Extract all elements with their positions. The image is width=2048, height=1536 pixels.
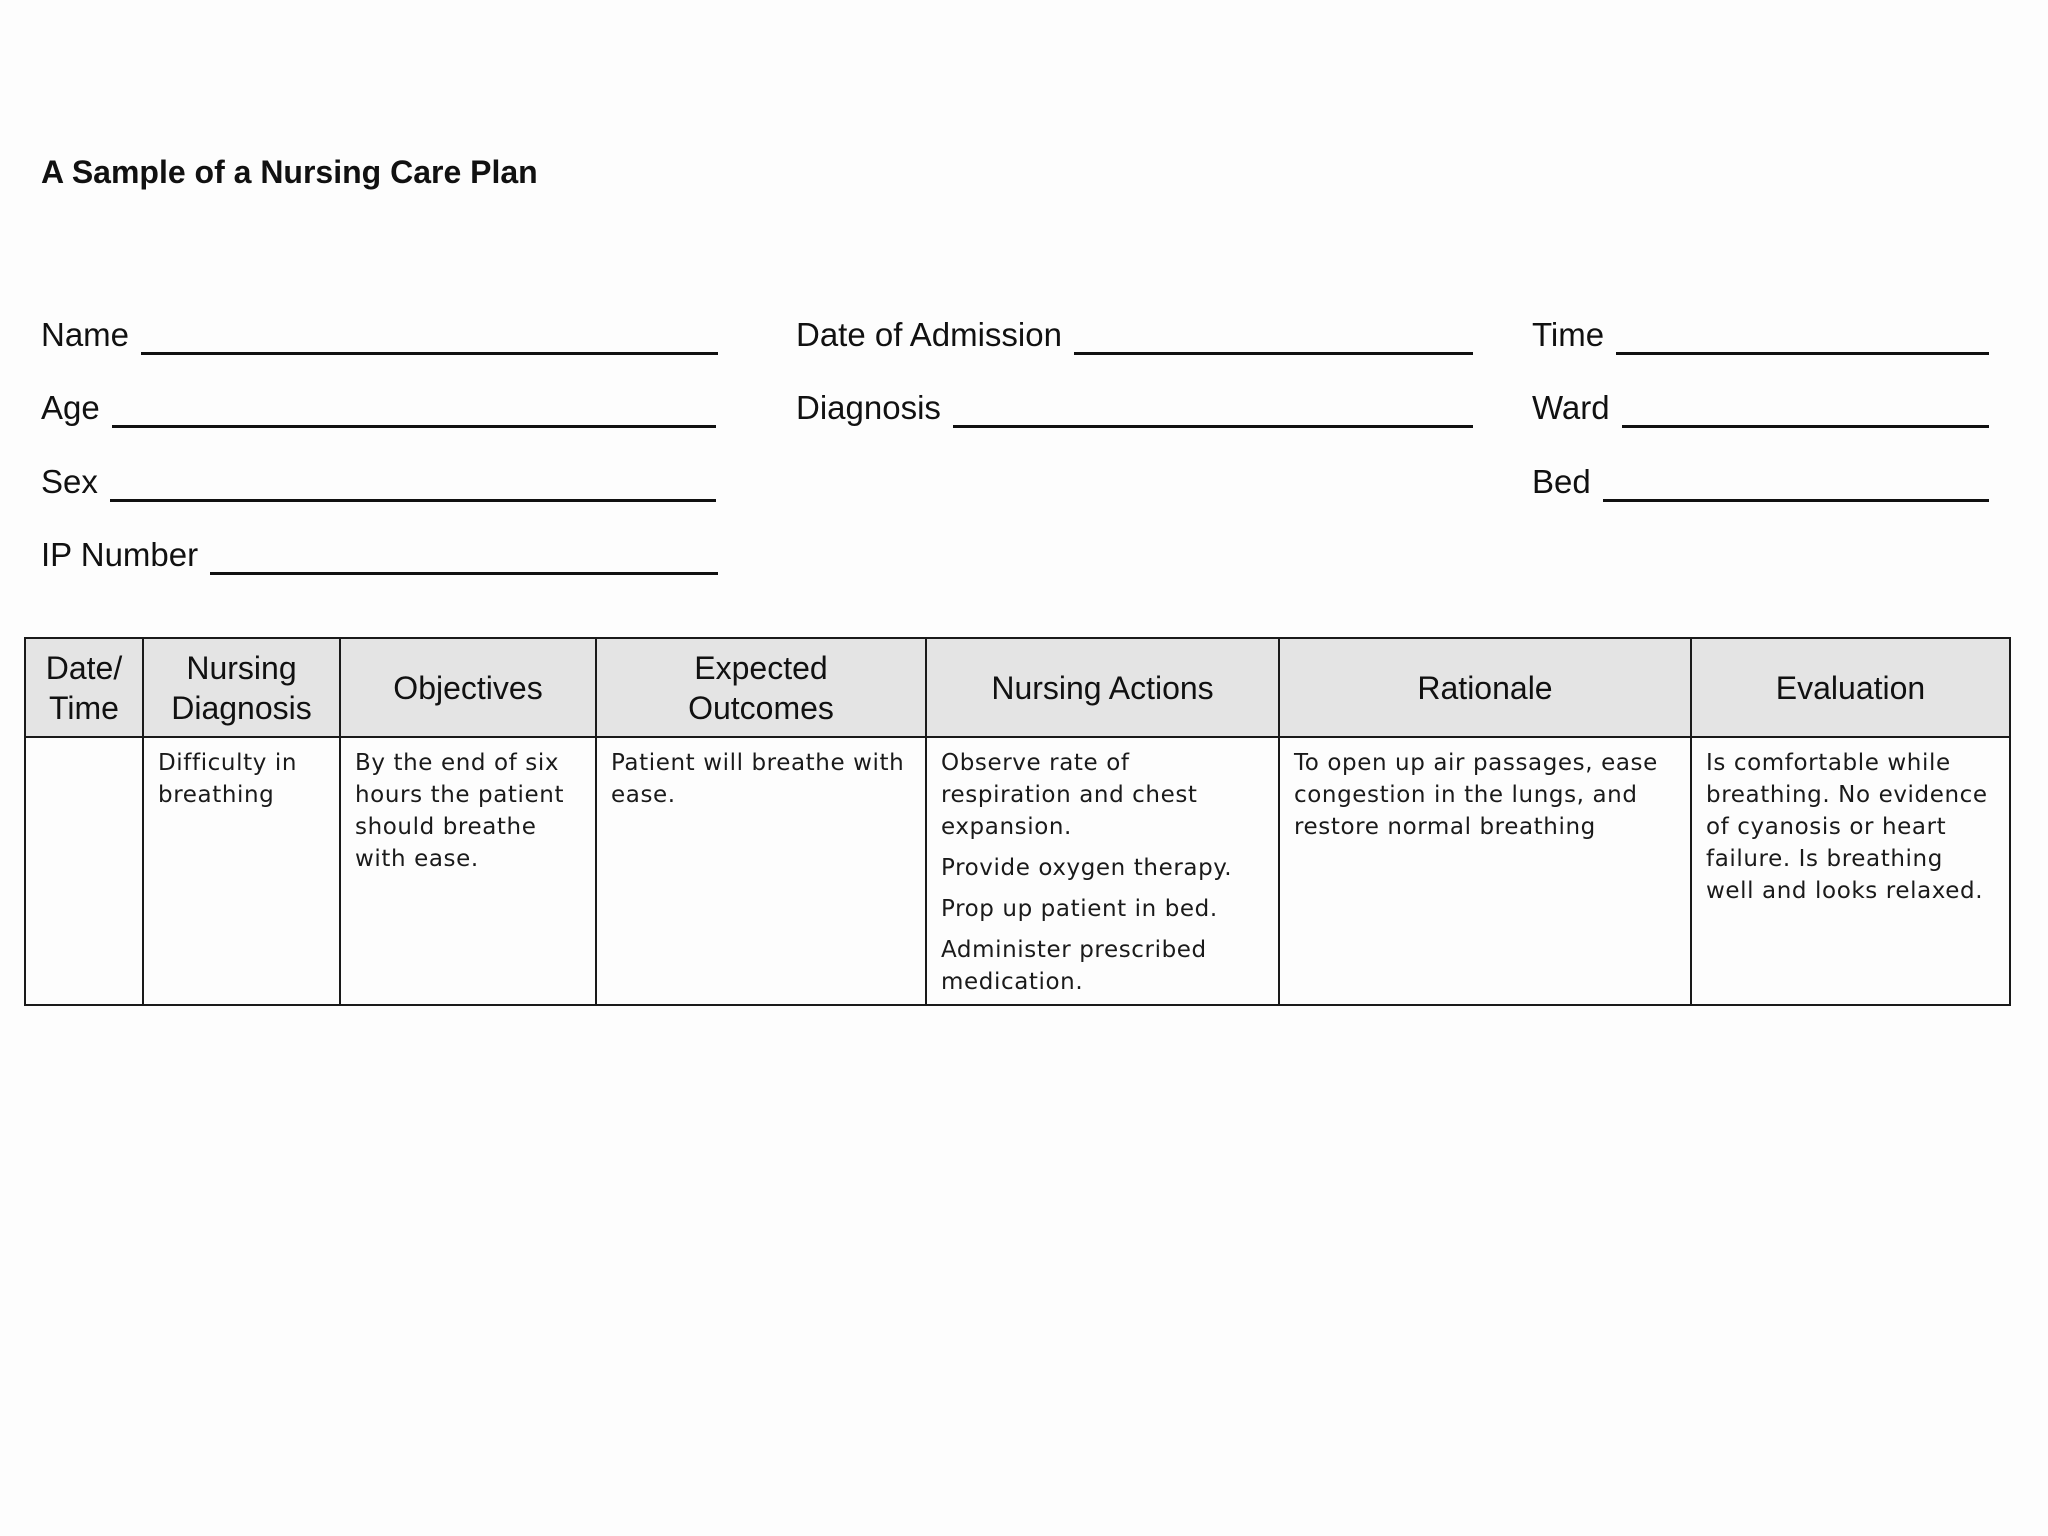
table-row [25,737,2010,1005]
header-objectives: Objectives [340,638,596,737]
time-field[interactable] [1532,307,1989,355]
name-field[interactable] [41,307,718,355]
header-nursing-actions: Nursing Actions [926,638,1279,737]
age-label: Age [41,389,100,426]
time-label: Time [1532,316,1605,353]
name-label: Name [41,316,130,353]
header-rationale: Rationale [1279,638,1691,737]
header-evaluation: Evaluation [1691,638,2010,737]
diagnosis-field[interactable] [796,380,1473,428]
diagnosis-input-line[interactable] [953,385,1473,428]
ward-field[interactable] [1532,380,1989,428]
date-of-admission-input-line[interactable] [1074,312,1473,355]
bed-label: Bed [1532,463,1591,500]
header-date-time-line2: Time [49,689,119,726]
header-expected-outcomes-line1: Expected [694,649,828,686]
cell-objectives: By the end of six hours the patient should breathe with ease. [340,737,596,1005]
ip-number-label: IP Number [41,536,199,573]
cell-evaluation: Is comfortable while breathing. No evidence of cyanosis or heart failure. Is breathing well and looks relaxed. [1691,737,2010,1005]
cell-date-time[interactable] [25,737,143,1005]
bed-field[interactable] [1532,454,1989,502]
nursing-action-item: Administer prescribed medication. [941,937,1207,995]
bed-input-line[interactable] [1603,459,1989,502]
cell-nursing-diagnosis: Difficulty in breathing [143,737,340,1005]
header-date-time-line1: Date/ [45,649,123,686]
ip-number-input-line[interactable] [210,532,718,575]
nursing-action-item: Prop up patient in bed. [941,896,1218,922]
ward-input-line[interactable] [1622,385,1989,428]
cell-rationale: To open up air passages, ease congestion in the lungs, and restore normal breathing [1279,737,1691,1005]
document-title: A Sample of a Nursing Care Plan [41,154,538,190]
cell-nursing-actions [926,737,1279,1005]
age-input-line[interactable] [112,385,716,428]
ip-number-field[interactable] [41,527,718,575]
header-nursing-diagnosis-line2: Diagnosis [171,689,312,726]
sex-input-line[interactable] [110,459,716,502]
sex-field[interactable] [41,454,716,502]
time-input-line[interactable] [1616,312,1989,355]
table-header-row [25,638,2010,737]
sex-label: Sex [41,463,98,500]
header-nursing-diagnosis-line1: Nursing [186,649,297,686]
diagnosis-label: Diagnosis [796,389,941,426]
care-plan-table [24,637,2011,1006]
age-field[interactable] [41,380,716,428]
cell-expected-outcomes: Patient will breathe with ease. [596,737,926,1005]
name-input-line[interactable] [141,312,718,355]
nursing-action-item: Provide oxygen therapy. [941,855,1233,881]
date-of-admission-label: Date of Admission [796,316,1062,353]
date-of-admission-field[interactable] [796,307,1473,355]
header-expected-outcomes-line2: Outcomes [688,689,834,726]
nursing-action-item: Observe rate of respiration and chest expansion. [941,750,1198,840]
ward-label: Ward [1532,389,1610,426]
header-date-time [25,638,143,737]
header-expected-outcomes [596,638,926,737]
header-nursing-diagnosis [143,638,340,737]
